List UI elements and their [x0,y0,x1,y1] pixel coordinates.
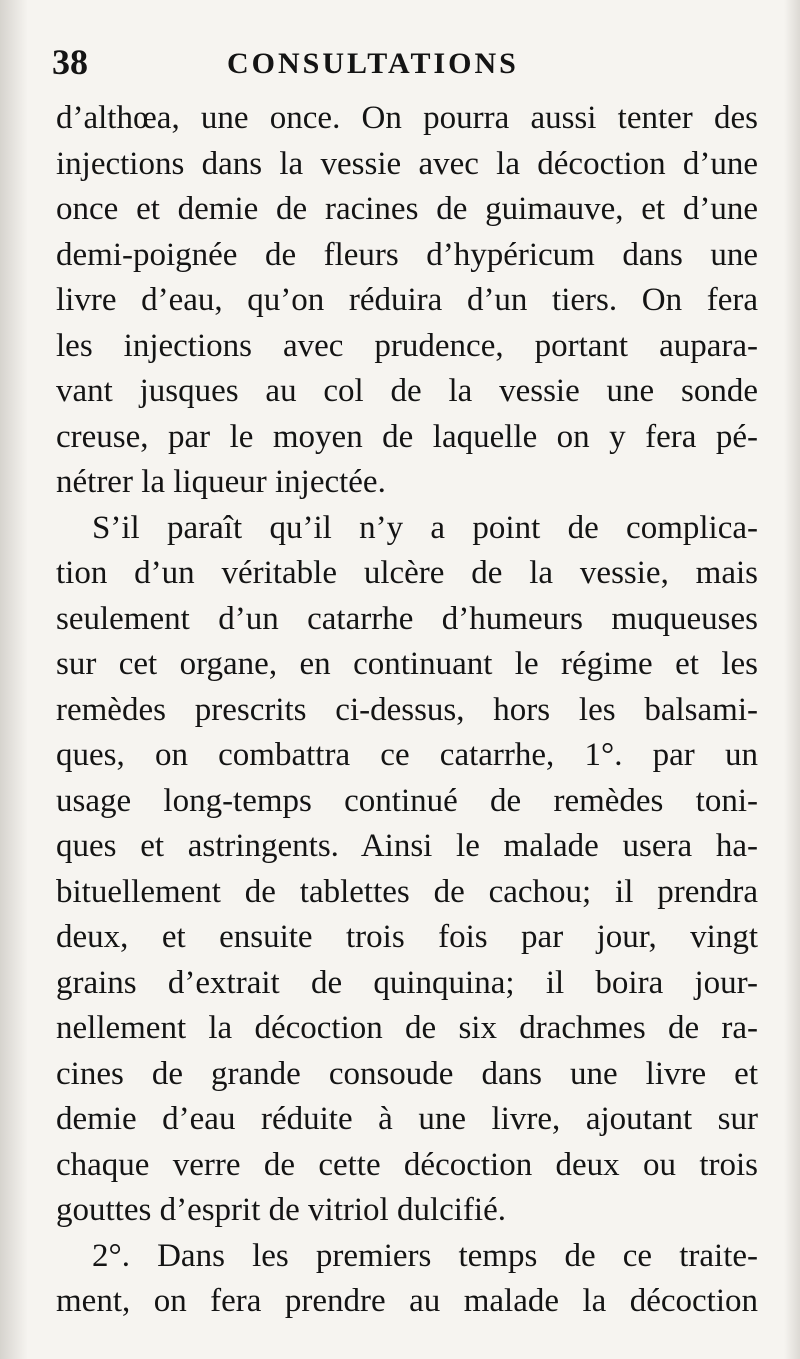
running-head [52,40,752,88]
text-line: demie d’eau réduite à une livre, ajoutant sur [56,1101,758,1137]
text-line: gouttes d’esprit de vitriol dulcifié. [56,1192,506,1228]
text-line: nellement la décoction de six drachmes de ra- [56,1010,758,1046]
text-line: 2°. Dans les premiers temps de ce traite- [92,1237,758,1274]
text-line: ment, on fera prendre au malade la décoction [56,1283,758,1319]
text-line: once et demie de racines de guimauve, et d’une [56,191,758,227]
text-line: remèdes prescrits ci-dessus, hors les balsami- [56,691,758,728]
edge-shadow [784,0,800,1359]
text-line: d’althœa, une once. On pourra aussi tenter des [56,100,758,136]
gutter-shadow [0,0,28,1359]
text-line: deux, et ensuite trois fois par jour, vingt [56,919,758,955]
text-line: demi-poignée de fleurs d’hypéricum dans une [56,236,758,273]
text-line: livre d’eau, qu’on réduira d’un tiers. On fera [56,282,758,318]
running-title: CONSULTATIONS [227,47,519,80]
text-line: ques, on combattra ce catarrhe, 1°. par un [56,737,758,773]
text-line: tion d’un véritable ulcère de la vessie, mais [56,555,758,591]
text-line: sur cet organe, en continuant le régime et les [56,646,758,682]
page-number: 38 [52,42,88,82]
text-line: grains d’extrait de quinquina; il boira jour- [56,964,758,1001]
text-line: vant jusques au col de la vessie une sonde [56,373,758,409]
text-line: nétrer la liqueur injectée. [56,464,386,500]
text-line: les injections avec prudence, portant aupara- [56,327,758,364]
text-line: usage long-temps continué de remèdes toni- [56,782,758,819]
text-line: S’il paraît qu’il n’y a point de complica- [92,509,758,546]
text-line: ques et astringents. Ainsi le malade usera ha- [56,828,758,864]
body-text [56,96,758,1325]
text-line: cines de grande consoude dans une livre et [56,1055,758,1092]
text-line: chaque verre de cette décoction deux ou trois [56,1146,758,1183]
text-line: injections dans la vessie avec la décoction d’une [56,145,758,182]
text-line: creuse, par le moyen de laquelle on y fera pé- [56,418,758,455]
text-line: seulement d’un catarrhe d’humeurs muqueuses [56,600,758,637]
text-line: bituellement de tablettes de cachou; il prendra [56,873,758,910]
